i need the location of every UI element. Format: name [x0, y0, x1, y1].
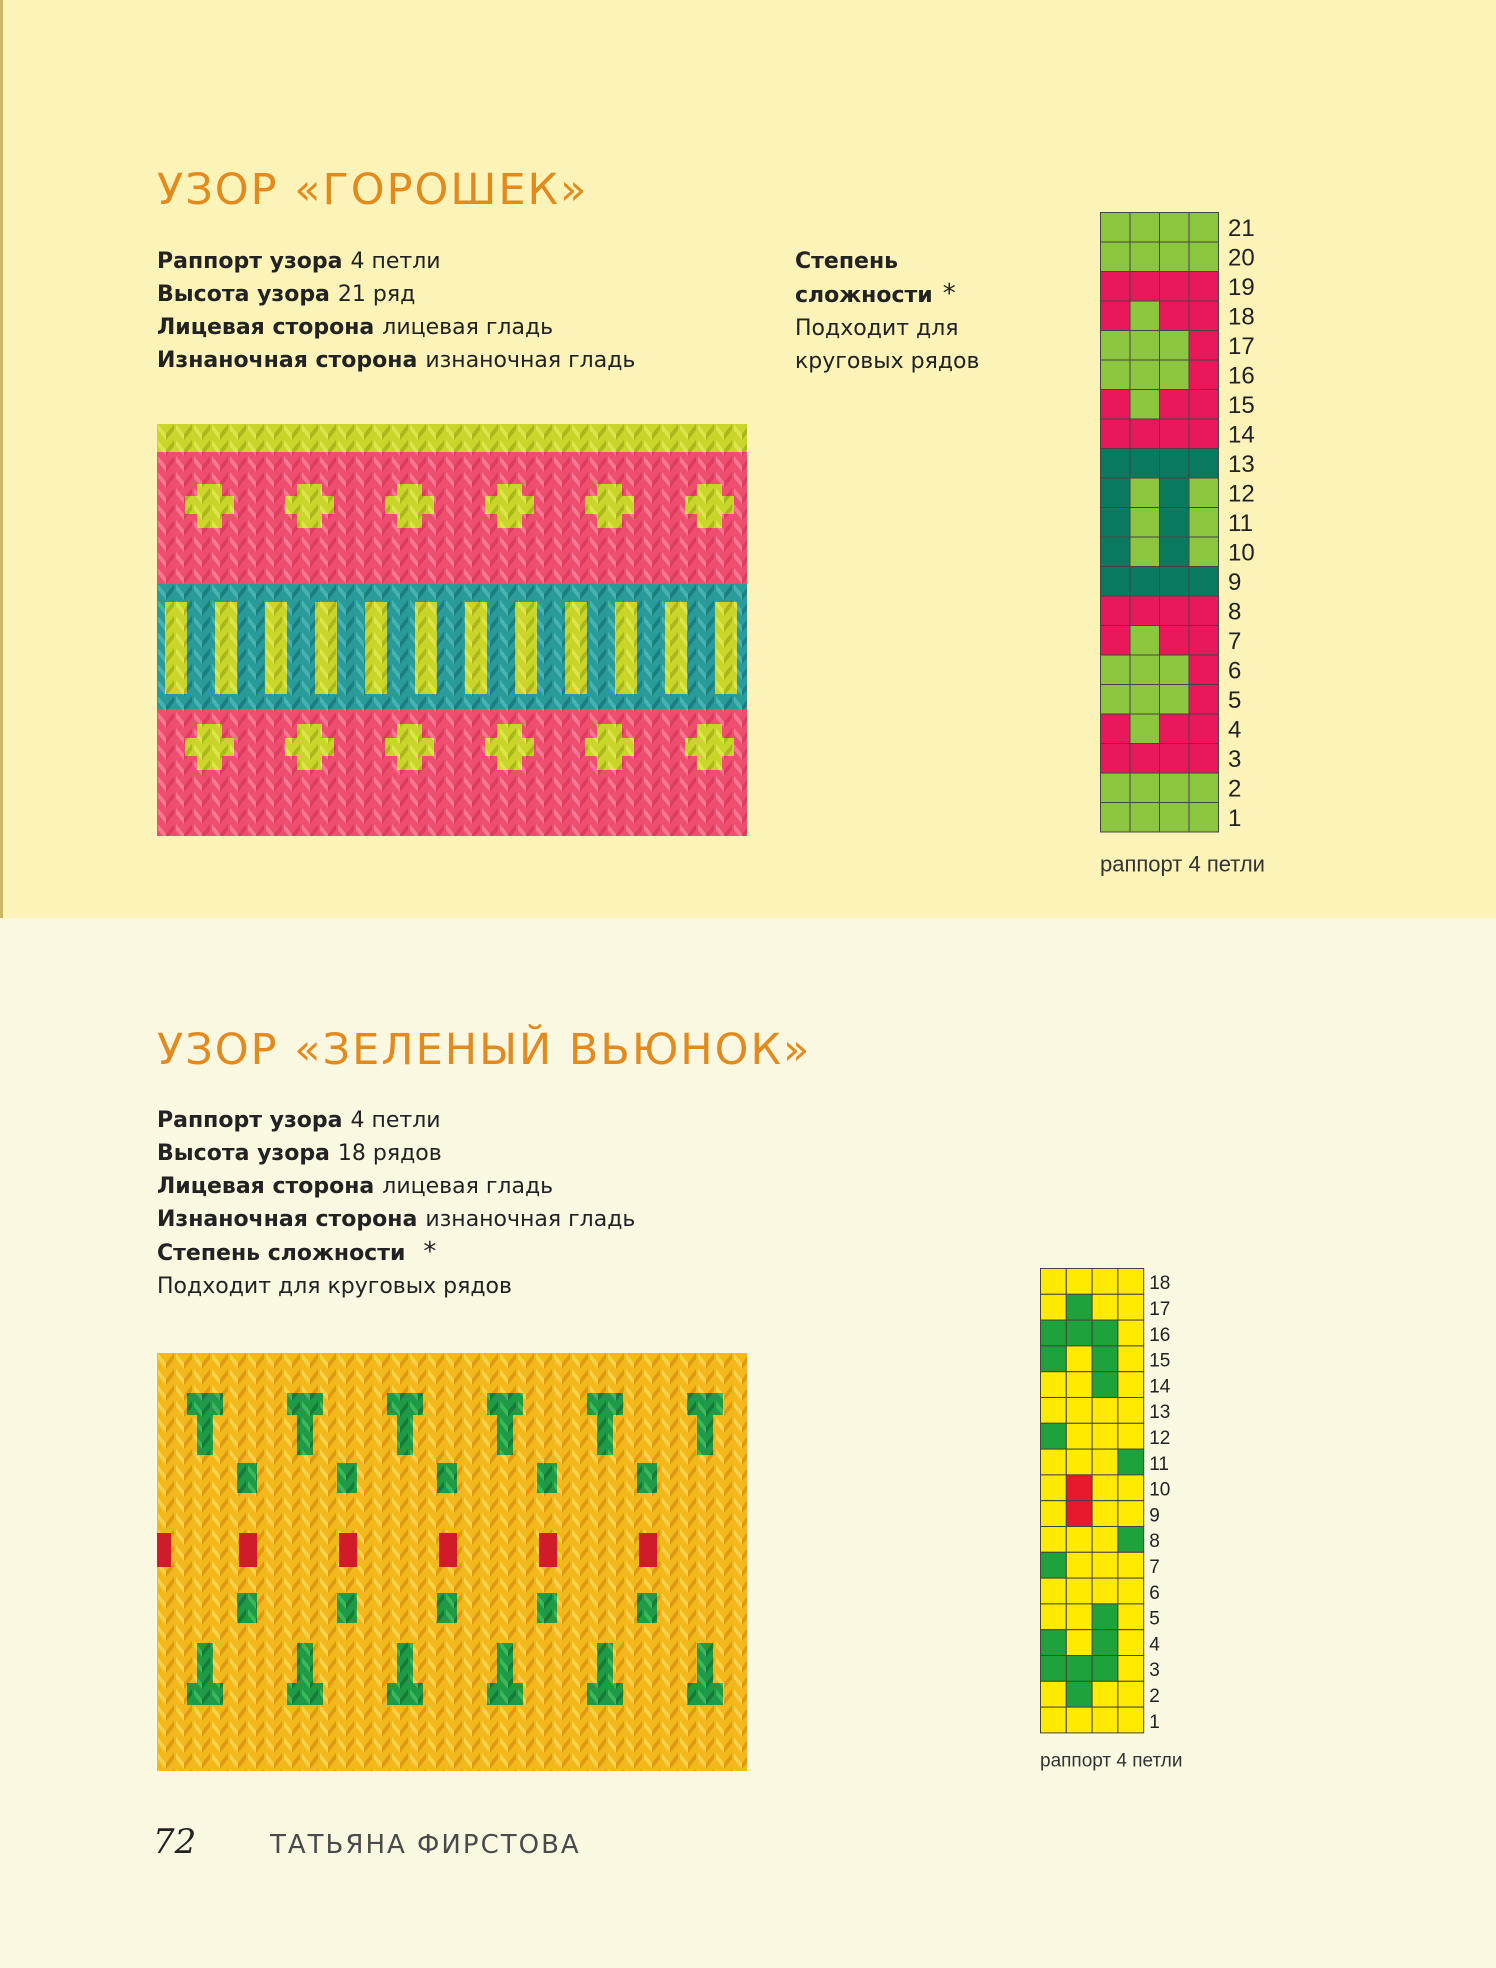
row-number-label: 7	[1228, 628, 1242, 656]
chart-cell	[1101, 449, 1131, 479]
chart-cell	[1118, 1423, 1144, 1449]
chart-cell	[1041, 1320, 1067, 1346]
chart-cell	[1118, 1398, 1144, 1424]
row-number-label: 15	[1149, 1350, 1171, 1372]
chart-cell	[1092, 1294, 1118, 1320]
rapport-line	[157, 1104, 635, 1137]
chart-cell	[1041, 1294, 1067, 1320]
chart-cell	[1130, 301, 1160, 331]
chart-cell	[1092, 1423, 1118, 1449]
difficulty-label-1: Степень	[795, 249, 899, 274]
chart-cell	[1130, 449, 1160, 479]
chart-cell	[1041, 1707, 1067, 1733]
chart-cell	[1189, 567, 1219, 597]
row-number-label: 9	[1228, 569, 1242, 597]
row-number-label: 17	[1149, 1298, 1171, 1320]
chart-cell	[1189, 360, 1219, 390]
knitted-swatch-photo-zeleny-vyunok	[157, 1353, 747, 1771]
chart-cell	[1160, 744, 1190, 774]
chart-cell	[1101, 655, 1131, 685]
pattern-info-goroshek	[157, 245, 635, 377]
chart-cell	[1160, 301, 1190, 331]
back-value: изнаночная гладь	[425, 1207, 636, 1232]
chart-cell	[1118, 1707, 1144, 1733]
chart-cell	[1130, 508, 1160, 538]
chart-cell	[1066, 1423, 1092, 1449]
chart-cell	[1160, 478, 1190, 508]
chart-cell	[1118, 1681, 1144, 1707]
chart-cell	[1101, 773, 1131, 803]
chart-cell	[1041, 1346, 1067, 1372]
chart-cell	[1189, 685, 1219, 715]
height-value: 18 рядов	[337, 1141, 442, 1166]
chart-cell	[1118, 1630, 1144, 1656]
page-gutter	[0, 0, 3, 918]
row-number-label: 21	[1228, 215, 1255, 243]
chart-cell	[1101, 744, 1131, 774]
chart-cell	[1160, 803, 1190, 833]
height-label: Высота узора	[157, 282, 330, 307]
chart-cell	[1160, 655, 1190, 685]
face-value: лицевая гладь	[382, 1174, 554, 1199]
chart-cell	[1189, 655, 1219, 685]
chart-cell	[1092, 1320, 1118, 1346]
chart-cell	[1101, 803, 1131, 833]
chart-cell	[1130, 685, 1160, 715]
face-line	[157, 1170, 635, 1203]
chart-cell	[1041, 1604, 1067, 1630]
chart-cell	[1092, 1449, 1118, 1475]
page-number: 72	[153, 1822, 197, 1862]
chart-cell	[1101, 360, 1131, 390]
chart-cell	[1041, 1552, 1067, 1578]
row-number-label: 7	[1149, 1556, 1160, 1578]
row-number-label: 11	[1228, 510, 1253, 538]
chart-cell	[1092, 1707, 1118, 1733]
chart-cell	[1189, 626, 1219, 656]
chart-cell	[1066, 1320, 1092, 1346]
chart-cell	[1118, 1501, 1144, 1527]
chart-cell	[1189, 331, 1219, 361]
chart-cell	[1041, 1269, 1067, 1295]
chart-cell	[1160, 626, 1190, 656]
row-number-label: 16	[1149, 1324, 1171, 1346]
row-number-label: 14	[1149, 1376, 1171, 1398]
pattern-info-zeleny-vyunok	[157, 1104, 635, 1303]
chart-cell	[1118, 1552, 1144, 1578]
difficulty-line	[157, 1236, 635, 1270]
chart-cell	[1189, 390, 1219, 420]
chart-cell	[1066, 1398, 1092, 1424]
chart-cell	[1092, 1681, 1118, 1707]
chart-cell	[1092, 1578, 1118, 1604]
row-number-label: 13	[1149, 1402, 1171, 1424]
chart-cell	[1101, 685, 1131, 715]
chart-cell	[1189, 596, 1219, 626]
back-line	[157, 344, 635, 377]
row-number-label: 16	[1228, 362, 1255, 390]
chart-cell	[1041, 1449, 1067, 1475]
row-number-label: 15	[1228, 392, 1255, 420]
chart-caption: раппорт 4 петли	[1100, 851, 1265, 877]
chart-cell	[1160, 714, 1190, 744]
chart-cell	[1160, 390, 1190, 420]
chart-cell	[1130, 626, 1160, 656]
chart-cell	[1101, 242, 1131, 272]
chart-cell	[1118, 1527, 1144, 1553]
row-number-label: 1	[1149, 1711, 1160, 1733]
row-number-label: 19	[1228, 274, 1255, 302]
row-number-label: 2	[1228, 775, 1242, 803]
chart-cell	[1189, 419, 1219, 449]
row-number-label: 17	[1228, 333, 1255, 361]
chart-cell	[1189, 242, 1219, 272]
chart-cell	[1189, 803, 1219, 833]
row-number-label: 10	[1228, 539, 1255, 567]
row-number-label: 10	[1149, 1479, 1171, 1501]
chart-cell	[1118, 1269, 1144, 1295]
face-value: лицевая гладь	[382, 315, 554, 340]
chart-cell	[1066, 1294, 1092, 1320]
difficulty-label-2: сложности	[795, 283, 933, 308]
rapport-label: Раппорт узора	[157, 1108, 343, 1133]
difficulty-star: *	[942, 279, 956, 309]
row-number-label: 13	[1228, 451, 1255, 479]
swatch-image-zeleny-vyunok	[157, 1353, 747, 1771]
note-line-1: Подходит для	[795, 316, 959, 341]
chart-cell	[1130, 390, 1160, 420]
chart-cell	[1041, 1398, 1067, 1424]
chart-cell	[1092, 1527, 1118, 1553]
pattern-title-goroshek: УЗОР «ГОРОШЕК»	[157, 165, 589, 215]
chart-cell	[1066, 1707, 1092, 1733]
chart-cell	[1130, 331, 1160, 361]
chart-cell	[1118, 1294, 1144, 1320]
chart-cell	[1130, 773, 1160, 803]
rapport-value: 4 петли	[350, 1108, 441, 1133]
chart-cell	[1189, 272, 1219, 302]
chart-cell	[1101, 301, 1131, 331]
row-number-label: 6	[1149, 1582, 1160, 1604]
chart-cell	[1130, 803, 1160, 833]
chart-cell	[1092, 1269, 1118, 1295]
chart-cell	[1066, 1552, 1092, 1578]
chart-cell	[1118, 1475, 1144, 1501]
chart-cell	[1160, 331, 1190, 361]
chart-cell	[1189, 449, 1219, 479]
row-number-label: 9	[1149, 1505, 1160, 1527]
chart-cell	[1066, 1372, 1092, 1398]
height-label: Высота узора	[157, 1141, 330, 1166]
chart-cell	[1118, 1320, 1144, 1346]
difficulty-block-goroshek	[795, 245, 979, 378]
chart-cell	[1130, 272, 1160, 302]
note-line: Подходит для круговых рядов	[157, 1274, 512, 1299]
chart-cell	[1092, 1372, 1118, 1398]
author-name: ТАТЬЯНА ФИРСТОВА	[270, 1830, 581, 1860]
chart-grid-zeleny-vyunok	[1040, 1268, 1270, 1778]
chart-cell	[1160, 360, 1190, 390]
rapport-line	[157, 245, 635, 278]
chart-cell	[1160, 508, 1190, 538]
chart-cell	[1092, 1346, 1118, 1372]
chart-cell	[1092, 1604, 1118, 1630]
chart-cell	[1041, 1423, 1067, 1449]
chart-cell	[1118, 1578, 1144, 1604]
chart-cell	[1118, 1656, 1144, 1682]
chart-cell	[1130, 213, 1160, 243]
chart-cell	[1160, 242, 1190, 272]
chart-cell	[1130, 360, 1160, 390]
difficulty-label: Степень сложности	[157, 1241, 406, 1266]
row-number-label: 20	[1228, 244, 1255, 272]
chart-cell	[1160, 272, 1190, 302]
chart-cell	[1160, 773, 1190, 803]
chart-cell	[1189, 537, 1219, 567]
chart-cell	[1092, 1501, 1118, 1527]
chart-cell	[1189, 213, 1219, 243]
chart-cell	[1130, 655, 1160, 685]
row-number-label: 1	[1228, 805, 1242, 833]
chart-cell	[1189, 773, 1219, 803]
chart-cell	[1160, 596, 1190, 626]
chart-cell	[1189, 714, 1219, 744]
chart-cell	[1101, 508, 1131, 538]
chart-cell	[1041, 1630, 1067, 1656]
row-number-label: 4	[1149, 1634, 1160, 1656]
chart-caption: раппорт 4 петли	[1040, 1750, 1183, 1772]
chart-cell	[1041, 1656, 1067, 1682]
chart-cell	[1130, 242, 1160, 272]
chart-cell	[1101, 419, 1131, 449]
row-number-label: 12	[1228, 480, 1255, 508]
chart-cell	[1130, 419, 1160, 449]
chart-cell	[1101, 390, 1131, 420]
back-label: Изнаночная сторона	[157, 348, 418, 373]
row-number-label: 14	[1228, 421, 1255, 449]
chart-cell	[1066, 1578, 1092, 1604]
chart-cell	[1092, 1475, 1118, 1501]
chart-cell	[1066, 1449, 1092, 1475]
chart-cell	[1092, 1552, 1118, 1578]
chart-cell	[1130, 478, 1160, 508]
chart-cell	[1101, 331, 1131, 361]
knitting-chart-goroshek	[1100, 212, 1330, 897]
chart-cell	[1101, 213, 1131, 243]
chart-cell	[1118, 1604, 1144, 1630]
chart-grid-goroshek	[1100, 212, 1330, 892]
chart-cell	[1189, 478, 1219, 508]
chart-cell	[1101, 478, 1131, 508]
chart-cell	[1066, 1604, 1092, 1630]
swatch-image-goroshek	[157, 424, 747, 836]
chart-cell	[1092, 1656, 1118, 1682]
chart-cell	[1160, 537, 1190, 567]
face-line	[157, 311, 635, 344]
chart-cell	[1130, 596, 1160, 626]
chart-cell	[1101, 567, 1131, 597]
height-line	[157, 1137, 635, 1170]
chart-cell	[1118, 1449, 1144, 1475]
chart-cell	[1130, 567, 1160, 597]
chart-cell	[1101, 537, 1131, 567]
chart-cell	[1092, 1398, 1118, 1424]
chart-cell	[1092, 1630, 1118, 1656]
chart-cell	[1041, 1527, 1067, 1553]
chart-cell	[1041, 1681, 1067, 1707]
chart-cell	[1101, 596, 1131, 626]
row-number-label: 18	[1228, 303, 1255, 331]
chart-cell	[1101, 714, 1131, 744]
chart-cell	[1160, 449, 1190, 479]
height-line	[157, 278, 635, 311]
row-number-label: 2	[1149, 1685, 1160, 1707]
row-number-label: 12	[1149, 1427, 1171, 1449]
chart-cell	[1130, 714, 1160, 744]
chart-cell	[1160, 567, 1190, 597]
chart-cell	[1066, 1501, 1092, 1527]
rapport-value: 4 петли	[350, 249, 441, 274]
chart-cell	[1066, 1269, 1092, 1295]
knitting-chart-zeleny-vyunok	[1040, 1268, 1270, 1783]
back-line	[157, 1203, 635, 1236]
row-number-label: 8	[1149, 1531, 1160, 1553]
chart-cell	[1101, 626, 1131, 656]
chart-cell	[1041, 1578, 1067, 1604]
chart-cell	[1118, 1346, 1144, 1372]
chart-cell	[1041, 1501, 1067, 1527]
chart-cell	[1118, 1372, 1144, 1398]
rapport-label: Раппорт узора	[157, 249, 343, 274]
chart-cell	[1160, 213, 1190, 243]
chart-cell	[1189, 744, 1219, 774]
row-number-label: 11	[1149, 1453, 1169, 1475]
chart-cell	[1130, 744, 1160, 774]
row-number-label: 5	[1228, 687, 1242, 715]
face-label: Лицевая сторона	[157, 1174, 375, 1199]
chart-cell	[1066, 1527, 1092, 1553]
chart-cell	[1101, 272, 1131, 302]
chart-cell	[1160, 685, 1190, 715]
chart-cell	[1189, 301, 1219, 331]
pattern-title-zeleny-vyunok: УЗОР «ЗЕЛЕНЫЙ ВЬЮНОК»	[157, 1025, 812, 1075]
row-number-label: 6	[1228, 657, 1242, 685]
chart-cell	[1160, 419, 1190, 449]
chart-cell	[1066, 1346, 1092, 1372]
chart-cell	[1041, 1372, 1067, 1398]
note-line-2: круговых рядов	[795, 349, 980, 374]
chart-cell	[1066, 1681, 1092, 1707]
chart-cell	[1189, 508, 1219, 538]
chart-cell	[1066, 1656, 1092, 1682]
chart-cell	[1041, 1475, 1067, 1501]
back-label: Изнаночная сторона	[157, 1207, 418, 1232]
back-value: изнаночная гладь	[425, 348, 636, 373]
row-number-label: 18	[1149, 1273, 1171, 1295]
face-label: Лицевая сторона	[157, 315, 375, 340]
row-number-label: 8	[1228, 598, 1242, 626]
row-number-label: 3	[1149, 1660, 1160, 1682]
row-number-label: 4	[1228, 716, 1242, 744]
height-value: 21 ряд	[337, 282, 416, 307]
chart-cell	[1066, 1475, 1092, 1501]
chart-cell	[1130, 537, 1160, 567]
difficulty-star: *	[423, 1237, 437, 1267]
knitted-swatch-photo-goroshek	[157, 424, 747, 836]
chart-cell	[1066, 1630, 1092, 1656]
row-number-label: 3	[1228, 746, 1242, 774]
row-number-label: 5	[1149, 1608, 1160, 1630]
